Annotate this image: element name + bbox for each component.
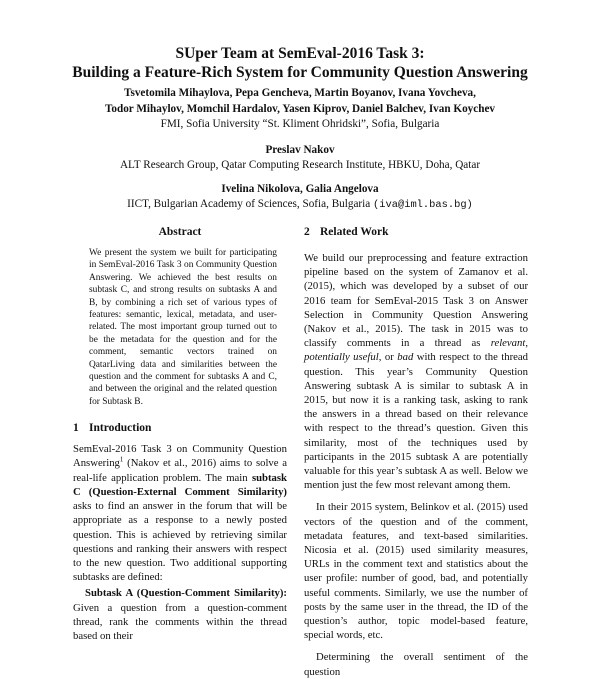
related-text-b: with respect to the thread question. This year’s Community Question Answering subtask A is similar to subtask A in 2015, but now it is a ranking task, asking to rank the answers in a thread based on their relevance with respect to the thread’s question. Given this similarity, most of the techniques used by participants in the 2015 subtask A are potentially valuable for this year’s subtask A as well. Below we mention just the few most relevant among them. [304, 351, 528, 492]
related-paragraph-1 [304, 251, 528, 492]
section-1-title: Introduction [89, 422, 152, 435]
related-paragraph-3: Determining the overall sentiment of the question [304, 651, 528, 678]
label-potentially-useful: potentially useful [304, 351, 379, 364]
section-1-number: 1 [73, 422, 79, 435]
intro-text-d: Given a question from a question-comment thread, rank the comments within the thread based on their [73, 601, 287, 642]
section-1-heading [73, 422, 287, 434]
subtask-a-label: Subtask A (Question-Comment Similarity): [85, 587, 287, 600]
section-2-number: 2 [304, 226, 310, 238]
affiliation-3-line [0, 198, 600, 211]
footnote-marker: 1 [119, 455, 124, 464]
paper-title [0, 44, 600, 82]
related-sep-2: , or [378, 351, 398, 364]
title-line-1: SUper Team at SemEval-2016 Task 3: [175, 45, 425, 62]
author-3: Ivelina Nikolova, Galia Angelova [221, 183, 379, 195]
intro-text-b: (Nakov et al., 2016) aims to solve a real-life application problem. The main [73, 457, 287, 484]
intro-paragraph-2 [73, 586, 287, 643]
related-sep-1: , [525, 337, 528, 350]
intro-text-c: asks to find an answer in the forum that will be appropriate as a response to a newly posted question. This is achieved by retrieving similar questions and ranking their answers with respect to the new question. Two additional supporting subtasks are defined: [73, 500, 287, 584]
email: (iva@iml.bas.bg) [373, 199, 473, 211]
abstract-heading: Abstract [158, 226, 202, 238]
right-column [304, 226, 528, 679]
label-relevant: relevant [490, 337, 526, 350]
section-2-title: Related Work [320, 226, 389, 238]
title-line-2: Building a Feature-Rich System for Community Question Answering [72, 64, 528, 81]
label-bad: bad [397, 351, 414, 364]
intro-paragraph-1 [73, 442, 287, 584]
related-text-a: We build our preprocessing and feature extraction pipeline based on the system of Zamanov et al. (2015), which was developed by a subset of our 2016 team for SemEval-2015 Task 3 on Answer Selection in Community Question Answering (Nakov et al., 2015). The task in 2015 was to classify comments in a thread as [304, 252, 528, 350]
authors-line-1: Tsvetomila Mihaylova, Pepa Gencheva, Martin Boyanov, Ivana Yovcheva, [124, 87, 476, 99]
section-2-heading [304, 226, 528, 238]
affiliation-2: ALT Research Group, Qatar Computing Research Institute, HBKU, Doha, Qatar [119, 159, 481, 171]
authors-line-2: Todor Mihaylov, Momchil Hardalov, Yasen Kiprov, Daniel Balchev, Ivan Koychev [104, 102, 496, 115]
author-2: Preslav Nakov [265, 144, 335, 156]
subtask-c-label: subtask C (Question-External Comment Similarity) [73, 471, 287, 498]
abstract-text: We present the system we built for participating in SemEval-2016 Task 3 on Community Question Answering. We achieved the best results on subtask C, and strong results on subtasks A and B, by combining a rich set of various types of features: semantic, lexical, metadata, and user-related. The most important group turned out to be the metadata for the question and for the comment, semantic vectors trained on QatarLiving data and similarities between the question and the comment for subtasks A and C, and between the original and the related question for Subtask B. [89, 248, 277, 407]
left-column [73, 226, 287, 643]
affiliation-1: FMI, Sofia University “St. Kliment Ohridski”, Sofia, Bulgaria [160, 118, 440, 130]
intro-text-a: SemEval-2016 Task 3 on Community Question Answering [73, 443, 287, 470]
author-block [0, 86, 600, 133]
related-paragraph-2: In their 2015 system, Belinkov et al. (2015) used vectors of the question and of the comment, metadata features, and text-based similarities. Nicosia et al. (2015) used similarity measures, URLs in the comment text and statistics about the user profile: number of good, bad, and potentially useful comments. Similarly, we use the number of posts by the same user in the thread, the ID of the question’s author, topic model-based feature, special words, etc. [304, 501, 528, 642]
affiliation-3: IICT, Bulgarian Academy of Sciences, Sofia, Bulgaria [127, 198, 371, 210]
